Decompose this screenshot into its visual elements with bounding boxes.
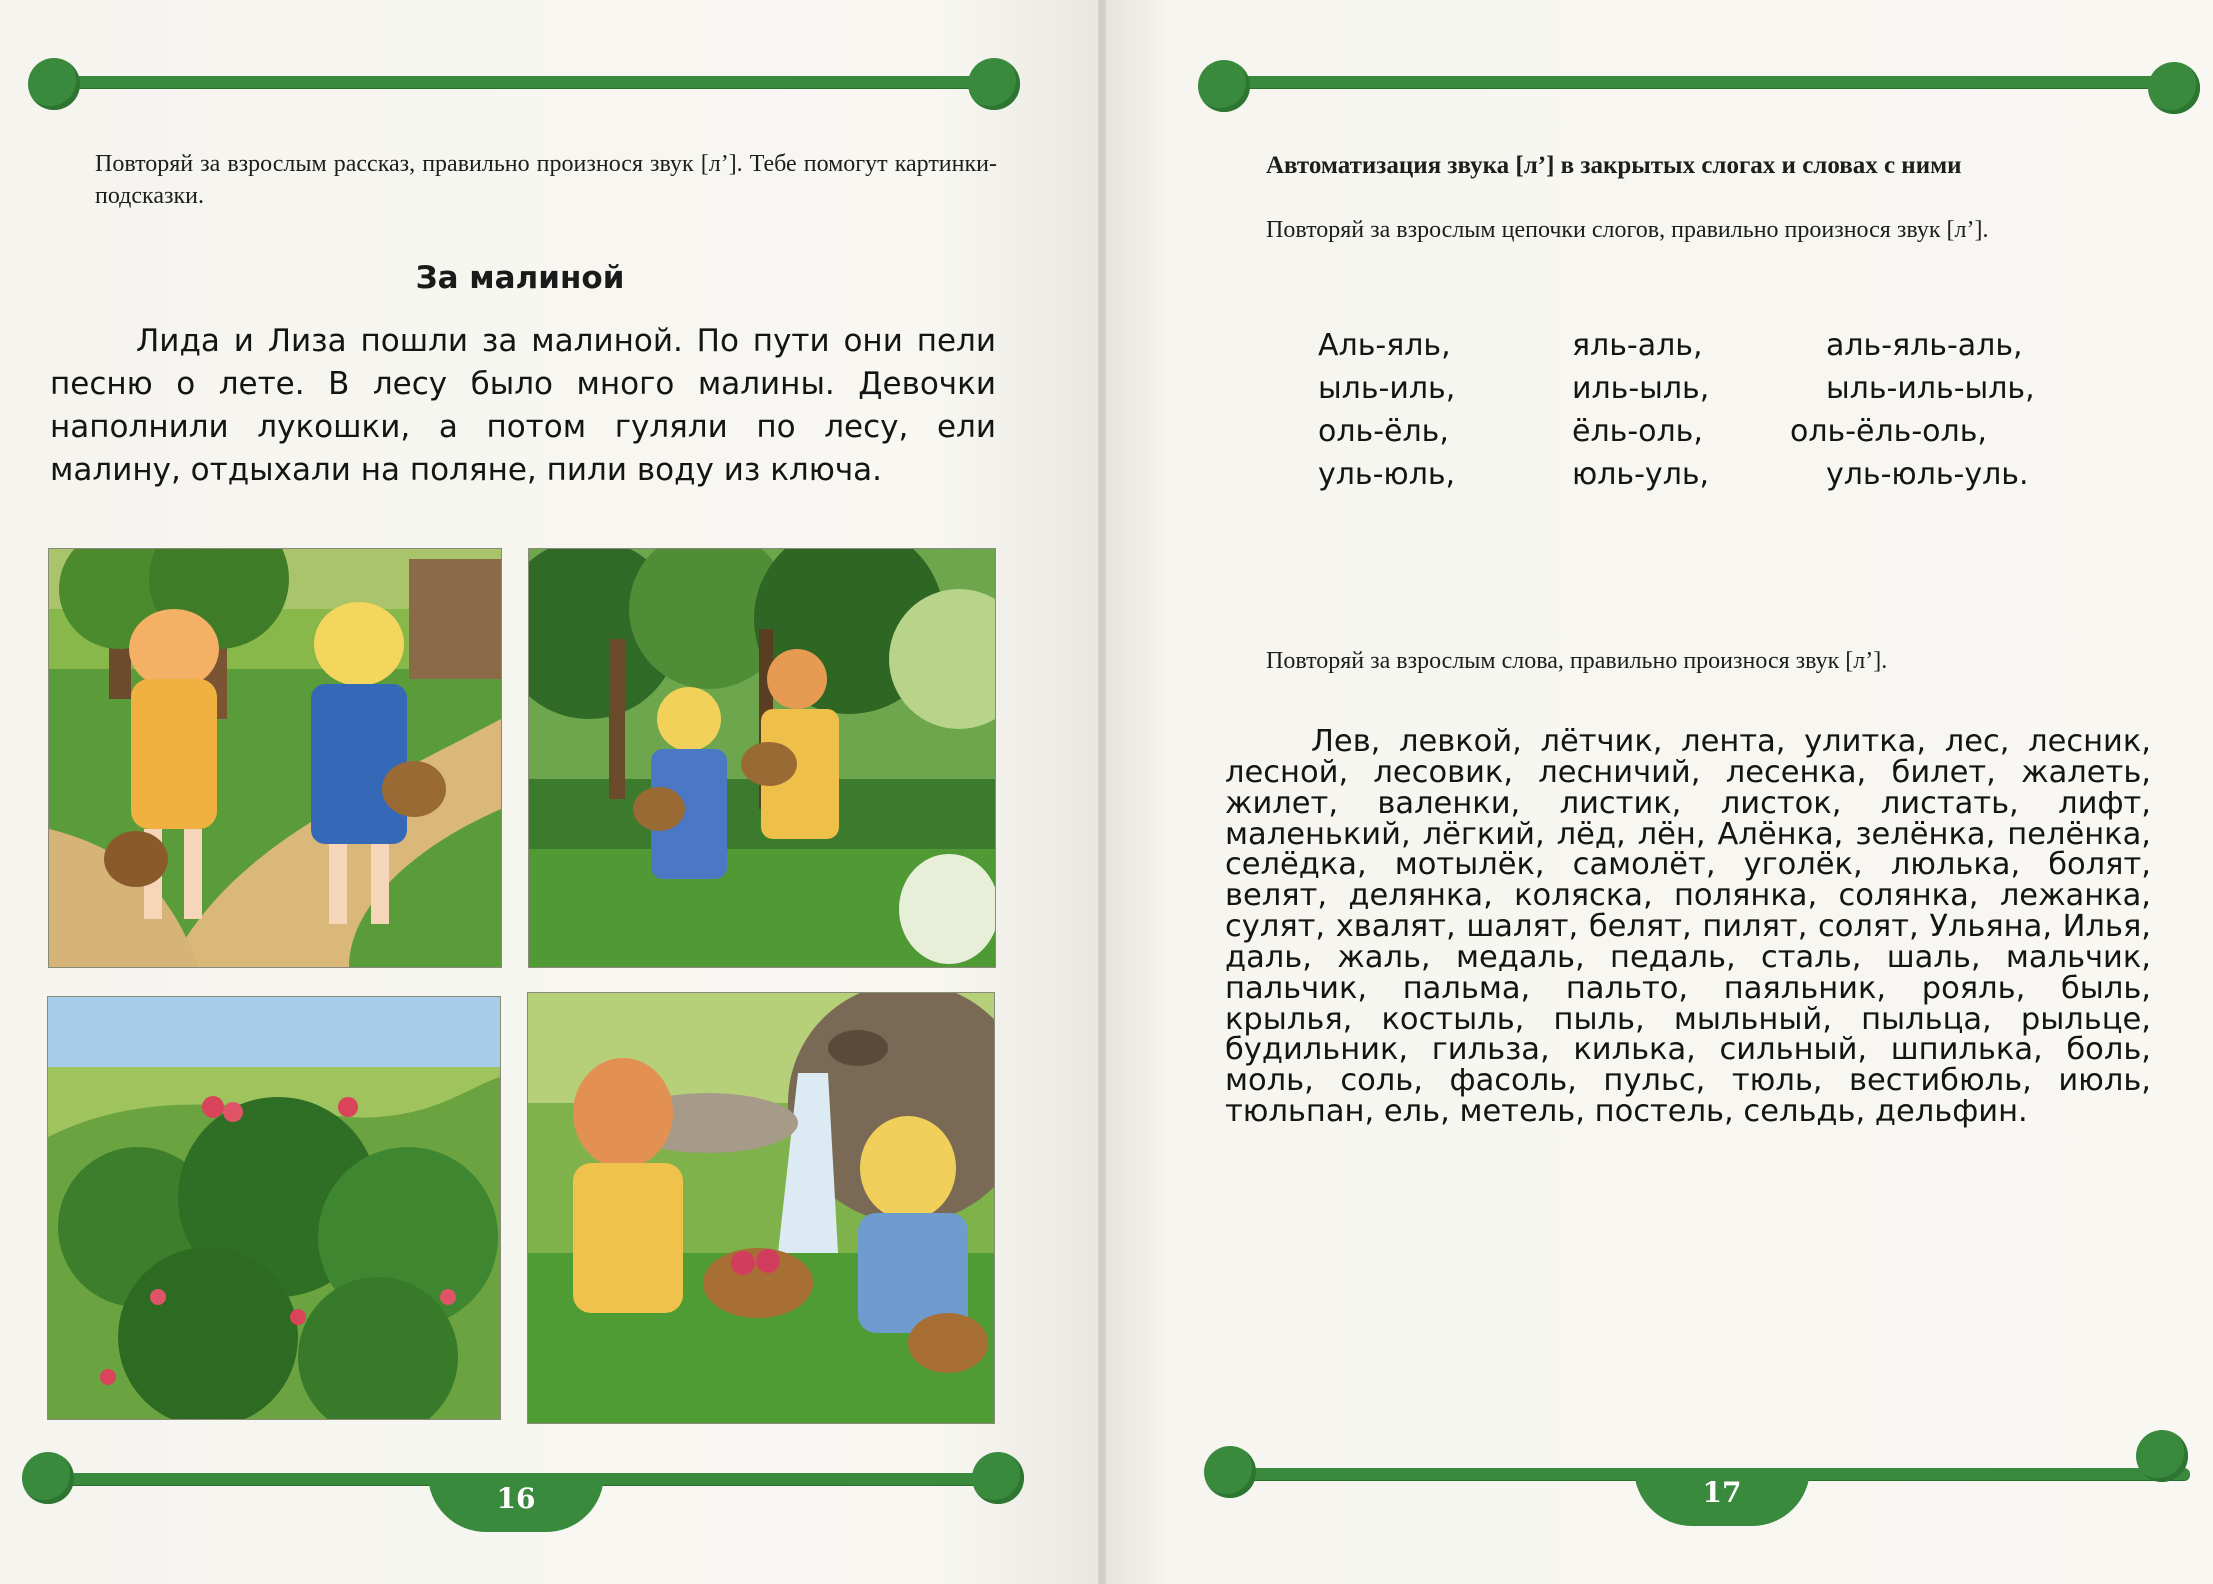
rail-knob [972, 1452, 1024, 1504]
syllables-column-3 [1786, 330, 2035, 490]
words-instruction: Повторяй за взрослым слова, правильно произнося звук [л’]. [1266, 648, 1888, 674]
syllable-item: иль-ыль, [1572, 371, 1710, 406]
syllable-item: ыль-иль-ыль, [1826, 371, 2035, 406]
rail-knob [22, 1452, 74, 1504]
words-paragraph: Лев, левкой, лётчик, лента, улитка, лес, лесник, лесной, лесовик, лесничий, лесенка, билет, жалеть, жилет, валенки, листик, листок, листать, лифт, маленький, лёгкий, лёд, лён, Алёнка, зелёнка, пелёнка, селёдка, мотылёк, самолёт, уголёк, люлька, болят, велят, делянка, коляска, полянка, солянка, лежанка, сулят, хвалят, шалят, белят, пилят, солят, Ульяна, Илья, даль, жаль, медаль, педаль, сталь, шаль, мальчик, пальчик, пальма, пальто, паяльник, рояль, быль, крылья, костыль, пыль, мыльный, пыльца, рыльце, будильник, гильза, килька, сильный, шпилька, боль, моль, соль, фасоль, пульс, тюль, вестибюль, июль, тюльпан, ель, метель, постель, сельдь, дельфин. [1225, 724, 2151, 1130]
section-heading: Автоматизация звука [л’] в закрытых слогах и словах с ними [1266, 152, 1962, 179]
syllable-item: ёль-оль, [1572, 414, 1703, 449]
girls-resting-by-spring-illustration [528, 993, 994, 1423]
syllable-item: уль-юль, [1318, 457, 1456, 492]
rail-knob [28, 58, 80, 110]
raspberry-bush-illustration [48, 997, 500, 1419]
top-rail-right [1226, 76, 2186, 88]
story-instruction: Повторяй за взрослым рассказ, правильно произнося звук [л’]. Тебе помогут картинки-подсказки. [95, 151, 997, 209]
words-list [1225, 724, 2151, 1130]
page-number-17: 17 [1634, 1468, 1810, 1526]
rail-knob [968, 58, 1020, 110]
rail-knob [2136, 1430, 2188, 1482]
rail-knob [1198, 60, 1250, 112]
syllable-item: яль-аль, [1572, 328, 1703, 363]
syllable-item: аль-яль-аль, [1826, 328, 2023, 363]
page-number-16: 16 [428, 1474, 604, 1532]
syllable-item: оль-ёль-оль, [1790, 414, 1987, 449]
syllable-item: юль-уль, [1572, 457, 1710, 492]
rail-knob [1204, 1446, 1256, 1498]
syllables-column-1 [1318, 330, 1455, 490]
page-right [1106, 0, 2213, 1584]
syllable-item: ыль-иль, [1318, 371, 1456, 406]
syllable-item: Аль-яль, [1318, 328, 1451, 363]
story-title: За малиной [415, 260, 625, 296]
top-rail-left [44, 76, 1016, 88]
syllables-column-2 [1572, 330, 1709, 490]
story-text [50, 320, 996, 492]
syllable-item: уль-юль-уль. [1826, 457, 2029, 492]
girls-walking-on-path-illustration [49, 549, 501, 967]
page-left [0, 0, 1098, 1584]
story-paragraph: Лида и Лиза пошли за малиной. По пути они пели песню о лете. В лесу было много малины. Девочки наполнили лукошки, а потом гуляли по лесу, ели малину, отдыхали на поляне, пили воду из ключа. [50, 323, 996, 488]
syllable-item: оль-ёль, [1318, 414, 1449, 449]
girls-in-forest-illustration [529, 549, 995, 967]
syllables-instruction: Повторяй за взрослым цепочки слогов, правильно произнося звук [л’]. [1266, 217, 1989, 243]
rail-knob [2148, 62, 2200, 114]
